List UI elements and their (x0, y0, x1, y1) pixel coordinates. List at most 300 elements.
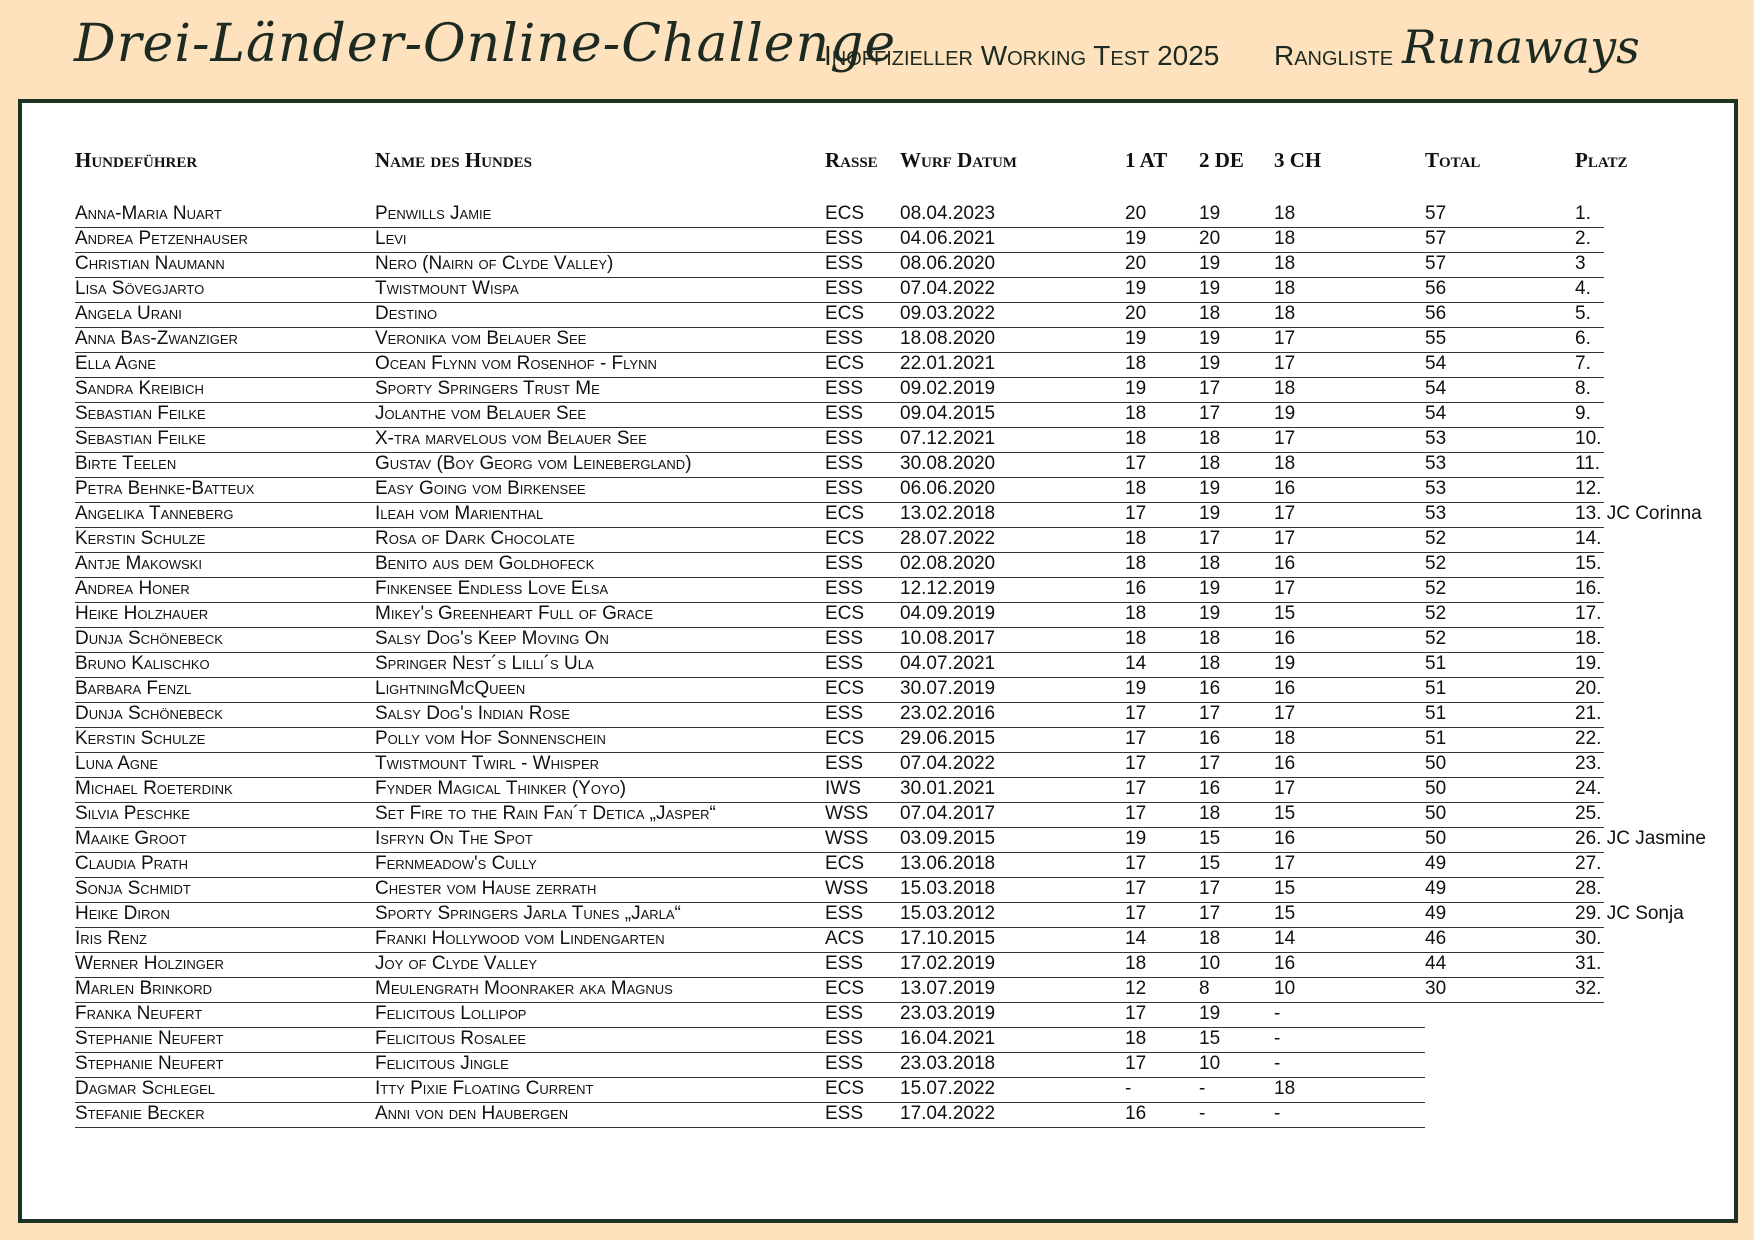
cell-place: 14. (1575, 528, 1602, 549)
cell-birth-date: 13.02.2018 (900, 503, 996, 524)
cell-dog-name: Benito aus dem Goldhofeck (375, 553, 595, 574)
cell-place: 1. (1575, 203, 1591, 224)
cell-birth-date: 15.03.2018 (900, 878, 996, 899)
cell-score-de: 18 (1199, 653, 1221, 674)
cell-breed: ECS (825, 528, 865, 549)
cell-score-ch: 17 (1274, 853, 1296, 874)
cell-birth-date: 13.07.2019 (900, 978, 996, 999)
cell-score-at: 19 (1125, 378, 1147, 399)
cell-score-ch: 17 (1274, 428, 1296, 449)
cell-total: 50 (1425, 803, 1447, 824)
cell-place: 27. (1575, 853, 1602, 874)
table-row (0, 228, 1754, 253)
cell-place: 9. (1575, 403, 1591, 424)
cell-handler: Kerstin Schulze (75, 728, 206, 749)
cell-breed: ECS (825, 678, 865, 699)
cell-handler: Maaike Groot (75, 828, 187, 849)
cell-score-ch: 16 (1274, 628, 1296, 649)
cell-place: 30. (1575, 928, 1602, 949)
table-row (0, 628, 1754, 653)
cell-score-de: 16 (1199, 678, 1221, 699)
cell-handler: Birte Teelen (75, 453, 177, 474)
cell-score-de: 19 (1199, 478, 1221, 499)
table-row (0, 253, 1754, 278)
cell-breed: ESS (825, 453, 864, 474)
cell-score-at: 17 (1125, 1053, 1147, 1074)
cell-score-ch: - (1274, 1103, 1281, 1124)
cell-score-at: 18 (1125, 603, 1147, 624)
header-birth-date: Wurf Datum (900, 148, 1017, 172)
cell-handler: Luna Agne (75, 753, 159, 774)
cell-score-de: 18 (1199, 453, 1221, 474)
cell-total: 54 (1425, 403, 1447, 424)
cell-birth-date: 08.04.2023 (900, 203, 996, 224)
cell-place: 25. (1575, 803, 1602, 824)
cell-place: 10. (1575, 428, 1602, 449)
cell-total: 50 (1425, 828, 1447, 849)
cell-place: 15. (1575, 553, 1602, 574)
cell-birth-date: 15.03.2012 (900, 903, 996, 924)
table-row (0, 278, 1754, 303)
cell-birth-date: 30.08.2020 (900, 453, 996, 474)
cell-breed: WSS (825, 878, 869, 899)
cell-score-de: 19 (1199, 1003, 1221, 1024)
cell-score-de: 17 (1199, 878, 1221, 899)
cell-breed: ESS (825, 553, 864, 574)
cell-dog-name: Easy Going vom Birkensee (375, 478, 586, 499)
cell-birth-date: 13.06.2018 (900, 853, 996, 874)
cell-total: 50 (1425, 778, 1447, 799)
team-name: Runaways (1402, 20, 1640, 74)
cell-dog-name: Set Fire to the Rain Fan´t Detica „Jasper“ (375, 803, 716, 824)
cell-birth-date: 30.07.2019 (900, 678, 996, 699)
cell-score-de: 18 (1199, 303, 1221, 324)
cell-total: 46 (1425, 928, 1447, 949)
table-row (0, 403, 1754, 428)
cell-score-at: 14 (1125, 653, 1147, 674)
cell-score-at: 20 (1125, 303, 1147, 324)
cell-score-at: 16 (1125, 578, 1147, 599)
cell-score-de: 18 (1199, 928, 1221, 949)
cell-score-at: 12 (1125, 978, 1147, 999)
table-row (0, 1078, 1754, 1103)
cell-score-de: 19 (1199, 253, 1221, 274)
cell-score-de: 19 (1199, 328, 1221, 349)
table-row (0, 653, 1754, 678)
cell-birth-date: 06.06.2020 (900, 478, 996, 499)
cell-place: 7. (1575, 353, 1591, 374)
cell-place: 11. (1575, 453, 1601, 474)
cell-breed: ESS (825, 328, 864, 349)
cell-score-at: 17 (1125, 1003, 1147, 1024)
cell-breed: ESS (825, 953, 864, 974)
cell-breed: ECS (825, 303, 865, 324)
cell-birth-date: 28.07.2022 (900, 528, 996, 549)
cell-dog-name: Salsy Dog's Keep Moving On (375, 628, 609, 649)
header-score-at: 1 AT (1125, 148, 1168, 172)
cell-place: 32. (1575, 978, 1602, 999)
table-row (0, 703, 1754, 728)
cell-place: 23. (1575, 753, 1602, 774)
cell-score-ch: - (1274, 1003, 1281, 1024)
cell-dog-name: Isfryn On The Spot (375, 828, 533, 849)
table-row (0, 303, 1754, 328)
cell-score-ch: 18 (1274, 203, 1296, 224)
cell-birth-date: 07.04.2022 (900, 753, 996, 774)
cell-handler: Sandra Kreibich (75, 378, 204, 399)
cell-place: 28. (1575, 878, 1602, 899)
cell-handler: Kerstin Schulze (75, 528, 206, 549)
cell-handler: Angelika Tanneberg (75, 503, 234, 524)
cell-handler: Dunja Schönebeck (75, 703, 223, 724)
cell-dog-name: X-tra marvelous vom Belauer See (375, 428, 647, 449)
cell-breed: ESS (825, 478, 864, 499)
cell-handler: Stephanie Neufert (75, 1028, 224, 1049)
cell-dog-name: Felicitous Jingle (375, 1053, 509, 1074)
cell-total: 54 (1425, 353, 1447, 374)
cell-score-ch: 19 (1274, 403, 1296, 424)
cell-score-ch: 18 (1274, 453, 1296, 474)
cell-score-ch: 18 (1274, 1078, 1296, 1099)
cell-score-at: 14 (1125, 928, 1147, 949)
header-total: Total (1425, 148, 1481, 172)
cell-dog-name: Meulengrath Moonraker aka Magnus (375, 978, 673, 999)
cell-handler: Heike Diron (75, 903, 170, 924)
cell-dog-name: Sporty Springers Trust Me (375, 378, 600, 399)
cell-birth-date: 02.08.2020 (900, 553, 996, 574)
table-row (0, 928, 1754, 953)
table-row (0, 378, 1754, 403)
cell-score-at: 18 (1125, 403, 1147, 424)
cell-place: 6. (1575, 328, 1591, 349)
cell-dog-name: Joy of Clyde Valley (375, 953, 538, 974)
cell-dog-name: Mikey's Greenheart Full of Grace (375, 603, 653, 624)
cell-score-de: 18 (1199, 628, 1221, 649)
cell-score-at: - (1125, 1078, 1132, 1099)
cell-total: 51 (1425, 653, 1447, 674)
cell-total: 51 (1425, 728, 1447, 749)
cell-dog-name: Fynder Magical Thinker (Yoyo) (375, 778, 627, 799)
cell-handler: Sonja Schmidt (75, 878, 191, 899)
cell-score-de: 19 (1199, 203, 1221, 224)
table-row (0, 203, 1754, 228)
cell-birth-date: 03.09.2015 (900, 828, 996, 849)
cell-breed: ESS (825, 403, 864, 424)
cell-total: 49 (1425, 853, 1447, 874)
cell-total: 57 (1425, 203, 1447, 224)
cell-dog-name: Itty Pixie Floating Current (375, 1078, 594, 1099)
table-row (0, 853, 1754, 878)
table-row (0, 1103, 1754, 1128)
cell-score-de: 16 (1199, 778, 1221, 799)
cell-breed: ECS (825, 728, 865, 749)
cell-score-at: 20 (1125, 203, 1147, 224)
cell-total: 50 (1425, 753, 1447, 774)
cell-handler: Sebastian Feilke (75, 428, 206, 449)
cell-score-at: 17 (1125, 703, 1147, 724)
cell-score-de: 18 (1199, 428, 1221, 449)
cell-score-de: 18 (1199, 553, 1221, 574)
cell-score-ch: 18 (1274, 278, 1296, 299)
cell-handler: Anna-Maria Nuart (75, 203, 222, 224)
cell-birth-date: 08.06.2020 (900, 253, 996, 274)
cell-score-ch: 18 (1274, 228, 1296, 249)
cell-handler: Antje Makowski (75, 553, 202, 574)
table-row (0, 778, 1754, 803)
cell-handler: Dagmar Schlegel (75, 1078, 216, 1099)
cell-score-at: 17 (1125, 453, 1147, 474)
cell-score-de: 19 (1199, 578, 1221, 599)
event-subtitle: Inoffizieller Working Test 2025 (824, 40, 1220, 71)
cell-total: 53 (1425, 478, 1447, 499)
cell-total: 51 (1425, 703, 1447, 724)
cell-total: 57 (1425, 228, 1447, 249)
table-row (0, 828, 1754, 853)
cell-score-ch: 16 (1274, 553, 1296, 574)
cell-score-ch: 16 (1274, 478, 1296, 499)
cell-score-ch: 15 (1274, 803, 1296, 824)
cell-breed: ESS (825, 703, 864, 724)
cell-breed: ESS (825, 278, 864, 299)
cell-place: 12. (1575, 478, 1602, 499)
cell-place: 19. (1575, 653, 1602, 674)
cell-total: 55 (1425, 328, 1447, 349)
cell-birth-date: 09.02.2019 (900, 378, 996, 399)
cell-birth-date: 07.04.2022 (900, 278, 996, 299)
cell-total: 52 (1425, 628, 1447, 649)
cell-dog-name: Twistmount Twirl - Whisper (375, 753, 600, 774)
cell-breed: WSS (825, 828, 869, 849)
row-divider (75, 1127, 1425, 1128)
cell-total: 53 (1425, 503, 1447, 524)
cell-dog-name: Felicitous Lollipop (375, 1003, 527, 1024)
cell-breed: ECS (825, 603, 865, 624)
cell-birth-date: 17.02.2019 (900, 953, 996, 974)
cell-score-ch: 17 (1274, 578, 1296, 599)
table-row (0, 553, 1754, 578)
cell-breed: ECS (825, 503, 865, 524)
table-row (0, 528, 1754, 553)
cell-score-ch: 17 (1274, 703, 1296, 724)
cell-handler: Heike Holzhauer (75, 603, 209, 624)
cell-score-de: 19 (1199, 603, 1221, 624)
cell-place: 16. (1575, 578, 1602, 599)
cell-dog-name: Springer Nest´s Lilli´s Ula (375, 653, 594, 674)
cell-breed: ECS (825, 1078, 865, 1099)
cell-score-de: 17 (1199, 753, 1221, 774)
cell-handler: Claudia Prath (75, 853, 189, 874)
table-row (0, 953, 1754, 978)
cell-breed: ESS (825, 903, 864, 924)
table-row (0, 453, 1754, 478)
cell-breed: ECS (825, 203, 865, 224)
cell-score-at: 17 (1125, 878, 1147, 899)
cell-score-at: 18 (1125, 628, 1147, 649)
table-row (0, 1003, 1754, 1028)
table-row (0, 428, 1754, 453)
cell-score-ch: 10 (1274, 978, 1296, 999)
cell-place: 2. (1575, 228, 1591, 249)
table-row (0, 328, 1754, 353)
cell-score-at: 18 (1125, 353, 1147, 374)
table-row (0, 603, 1754, 628)
header (0, 0, 1754, 100)
cell-handler: Lisa Sövegjarto (75, 278, 205, 299)
rangliste-label: Rangliste (1274, 40, 1394, 71)
table-row (0, 678, 1754, 703)
cell-handler: Anna Bas-Zwanziger (75, 328, 238, 349)
cell-breed: ESS (825, 1053, 864, 1074)
cell-handler: Iris Renz (75, 928, 147, 949)
cell-place: 3 (1575, 253, 1586, 274)
cell-total: 56 (1425, 303, 1447, 324)
table-row (0, 728, 1754, 753)
cell-score-de: 15 (1199, 1028, 1221, 1049)
cell-dog-name: Penwills Jamie (375, 203, 492, 224)
cell-handler: Barbara Fenzl (75, 678, 192, 699)
cell-birth-date: 23.03.2019 (900, 1003, 996, 1024)
cell-score-at: 20 (1125, 253, 1147, 274)
cell-score-de: 19 (1199, 278, 1221, 299)
cell-breed: ESS (825, 228, 864, 249)
cell-score-at: 18 (1125, 428, 1147, 449)
cell-score-ch: 18 (1274, 728, 1296, 749)
cell-score-ch: 18 (1274, 303, 1296, 324)
cell-breed: ESS (825, 653, 864, 674)
cell-score-at: 17 (1125, 728, 1147, 749)
cell-dog-name: Ocean Flynn vom Rosenhof - Flynn (375, 353, 657, 374)
cell-dog-name: Fernmeadow's Cully (375, 853, 537, 874)
cell-score-ch: - (1274, 1028, 1281, 1049)
table-row (0, 878, 1754, 903)
cell-score-ch: 16 (1274, 953, 1296, 974)
cell-place: 5. (1575, 303, 1591, 324)
cell-score-de: 15 (1199, 828, 1221, 849)
cell-score-at: 19 (1125, 828, 1147, 849)
cell-birth-date: 17.10.2015 (900, 928, 996, 949)
table-row (0, 578, 1754, 603)
cell-dog-name: Chester vom Hause zerrath (375, 878, 597, 899)
cell-score-de: 18 (1199, 803, 1221, 824)
cell-total: 52 (1425, 603, 1447, 624)
table-header (0, 148, 1754, 178)
cell-dog-name: Anni von den Haubergen (375, 1103, 569, 1124)
cell-score-at: 17 (1125, 903, 1147, 924)
cell-score-at: 18 (1125, 953, 1147, 974)
cell-total: 56 (1425, 278, 1447, 299)
cell-score-at: 19 (1125, 678, 1147, 699)
cell-birth-date: 04.07.2021 (900, 653, 996, 674)
cell-handler: Stefanie Becker (75, 1103, 205, 1124)
cell-dog-name: Twistmount Wispa (375, 278, 519, 299)
cell-handler: Andrea Honer (75, 578, 190, 599)
cell-dog-name: Franki Hollywood vom Lindengarten (375, 928, 665, 949)
cell-total: 52 (1425, 553, 1447, 574)
cell-score-de: 20 (1199, 228, 1221, 249)
cell-score-de: 19 (1199, 353, 1221, 374)
cell-breed: ESS (825, 578, 864, 599)
cell-place: 20. (1575, 678, 1602, 699)
table-row (0, 503, 1754, 528)
cell-score-ch: - (1274, 1053, 1281, 1074)
table-row (0, 978, 1754, 1003)
cell-score-at: 18 (1125, 528, 1147, 549)
header-score-de: 2 DE (1199, 148, 1244, 172)
cell-score-de: 17 (1199, 528, 1221, 549)
header-breed: Rasse (825, 148, 878, 172)
cell-birth-date: 04.06.2021 (900, 228, 996, 249)
cell-handler: Petra Behnke-Batteux (75, 478, 255, 499)
cell-handler: Sebastian Feilke (75, 403, 206, 424)
cell-breed: ACS (825, 928, 865, 949)
cell-total: 44 (1425, 953, 1447, 974)
cell-total: 30 (1425, 978, 1447, 999)
cell-place: 31. (1575, 953, 1602, 974)
cell-dog-name: Levi (375, 228, 407, 249)
cell-score-ch: 16 (1274, 753, 1296, 774)
cell-score-at: 17 (1125, 803, 1147, 824)
cell-score-ch: 16 (1274, 678, 1296, 699)
table-row (0, 753, 1754, 778)
cell-birth-date: 10.08.2017 (900, 628, 996, 649)
cell-birth-date: 29.06.2015 (900, 728, 996, 749)
cell-breed: ESS (825, 428, 864, 449)
cell-total: 52 (1425, 528, 1447, 549)
cell-total: 51 (1425, 678, 1447, 699)
table-row (0, 478, 1754, 503)
cell-score-de: 10 (1199, 1053, 1221, 1074)
cell-score-de: 8 (1199, 978, 1210, 999)
cell-birth-date: 30.01.2021 (900, 778, 996, 799)
cell-dog-name: Sporty Springers Jarla Tunes „Jarla“ (375, 903, 681, 924)
cell-score-de: 17 (1199, 378, 1221, 399)
cell-total: 54 (1425, 378, 1447, 399)
cell-breed: ESS (825, 378, 864, 399)
cell-score-de: 17 (1199, 703, 1221, 724)
cell-birth-date: 07.12.2021 (900, 428, 996, 449)
cell-birth-date: 17.04.2022 (900, 1103, 996, 1124)
cell-score-ch: 16 (1274, 828, 1296, 849)
cell-score-ch: 17 (1274, 503, 1296, 524)
cell-dog-name: Gustav (Boy Georg vom Leinebergland) (375, 453, 692, 474)
table-row (0, 1028, 1754, 1053)
cell-breed: ESS (825, 753, 864, 774)
cell-breed: IWS (825, 778, 861, 799)
header-place: Platz (1575, 148, 1628, 172)
cell-score-ch: 18 (1274, 253, 1296, 274)
cell-place: 24. (1575, 778, 1602, 799)
cell-score-ch: 17 (1274, 528, 1296, 549)
cell-birth-date: 23.02.2016 (900, 703, 996, 724)
cell-birth-date: 15.07.2022 (900, 1078, 996, 1099)
cell-score-at: 18 (1125, 1028, 1147, 1049)
cell-score-at: 18 (1125, 553, 1147, 574)
cell-score-ch: 15 (1274, 903, 1296, 924)
cell-handler: Silvia Peschke (75, 803, 190, 824)
cell-handler: Franka Neufert (75, 1003, 203, 1024)
cell-dog-name: LightningMcQueen (375, 678, 526, 699)
cell-birth-date: 16.04.2021 (900, 1028, 996, 1049)
cell-score-de: - (1199, 1078, 1206, 1099)
cell-dog-name: Salsy Dog's Indian Rose (375, 703, 570, 724)
cell-score-ch: 15 (1274, 878, 1296, 899)
cell-score-de: 16 (1199, 728, 1221, 749)
cell-handler: Marlen Brinkord (75, 978, 213, 999)
header-dog-name: Name des Hundes (375, 148, 533, 172)
challenge-title: Drei-Länder-Online-Challenge (74, 14, 897, 74)
cell-birth-date: 12.12.2019 (900, 578, 996, 599)
cell-breed: ESS (825, 628, 864, 649)
